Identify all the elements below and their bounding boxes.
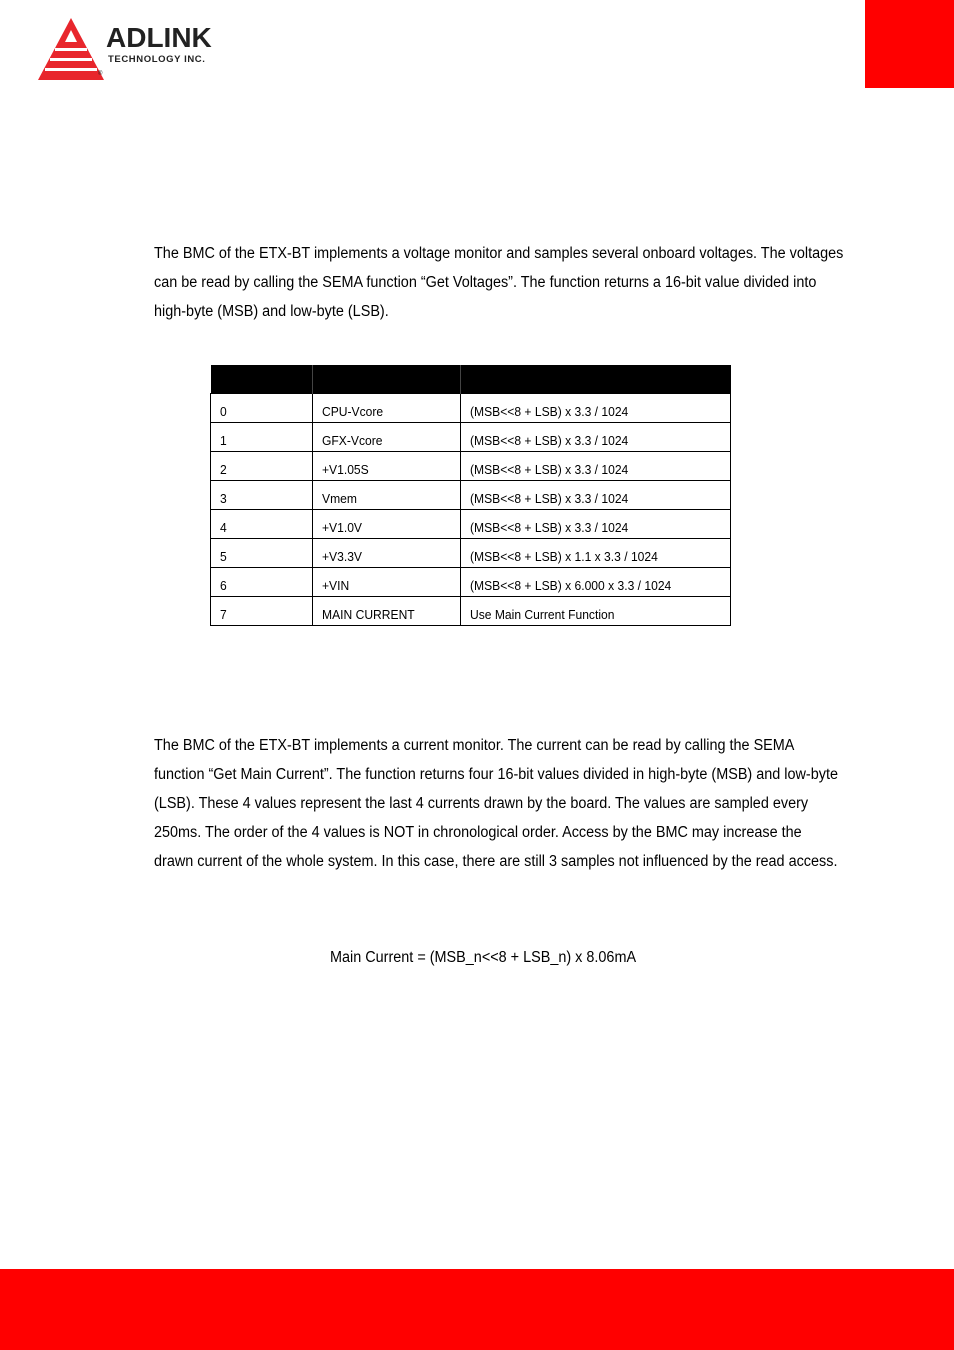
cell-channel: 0 [211,394,313,423]
cell-signal: +V1.05S [313,452,461,481]
cell-signal: +V1.0V [313,510,461,539]
cell-formula: (MSB<<8 + LSB) x 3.3 / 1024 [461,394,731,423]
cell-channel: 2 [211,452,313,481]
logo-tagline: TECHNOLOGY INC. [108,54,206,65]
table-row [211,452,731,481]
current-intro: The BMC of the ETX-BT implements a current monitor. The current can be read by calling the SEMA function “Get Main Current”. The function returns four 16-bit values divided in high-byte (MSB) and low-byte (LSB). These 4 values represent the last 4 currents drawn by the board. The values are sampled every 250ms. The order of the 4 values is NOT in chronological order. Access by the BMC may increase the drawn current of the whole system. In this case, there are still 3 samples not influenced by the read access. [154,737,838,870]
cell-signal: MAIN CURRENT [313,597,461,626]
table-row [211,539,731,568]
header-cell-signal [313,365,461,394]
cell-channel: 1 [211,423,313,452]
cell-signal: GFX-Vcore [313,423,461,452]
cell-formula: Use Main Current Function [461,597,731,626]
adlink-logo [38,18,250,82]
header-cell-formula [461,365,731,394]
table-row [211,394,731,423]
cell-formula: (MSB<<8 + LSB) x 6.000 x 3.3 / 1024 [461,568,731,597]
logo-wordmark: ADLINK [106,22,212,53]
cell-channel: 5 [211,539,313,568]
cell-channel: 7 [211,597,313,626]
cell-formula: (MSB<<8 + LSB) x 3.3 / 1024 [461,452,731,481]
table-row [211,597,731,626]
table-row [211,481,731,510]
logo-registered-mark: ® [98,71,103,77]
corner-tab [865,0,954,88]
table-header-row [211,365,731,394]
triangle-logo-icon [38,18,104,82]
cell-signal: +VIN [313,568,461,597]
cell-formula: (MSB<<8 + LSB) x 3.3 / 1024 [461,481,731,510]
table-row [211,423,731,452]
cell-formula: (MSB<<8 + LSB) x 3.3 / 1024 [461,510,731,539]
cell-formula: (MSB<<8 + LSB) x 1.1 x 3.3 / 1024 [461,539,731,568]
table-row [211,568,731,597]
header-cell-channel [211,365,313,394]
table-row [211,510,731,539]
voltage-intro: The BMC of the ETX-BT implements a voltage monitor and samples several onboard voltages. The voltages can be read by calling the SEMA function “Get Voltages”. The function returns a 16-bit value divided into high-byte (MSB) and low-byte (LSB). [154,245,844,320]
footer-band [0,1269,954,1350]
cell-signal: Vmem [313,481,461,510]
cell-channel: 6 [211,568,313,597]
main-current-formula: Main Current = (MSB_n<<8 + LSB_n) x 8.06mA [330,949,637,966]
voltage-table [210,365,731,626]
cell-signal: +V3.3V [313,539,461,568]
cell-channel: 4 [211,510,313,539]
cell-formula: (MSB<<8 + LSB) x 3.3 / 1024 [461,423,731,452]
cell-channel: 3 [211,481,313,510]
cell-signal: CPU-Vcore [313,394,461,423]
